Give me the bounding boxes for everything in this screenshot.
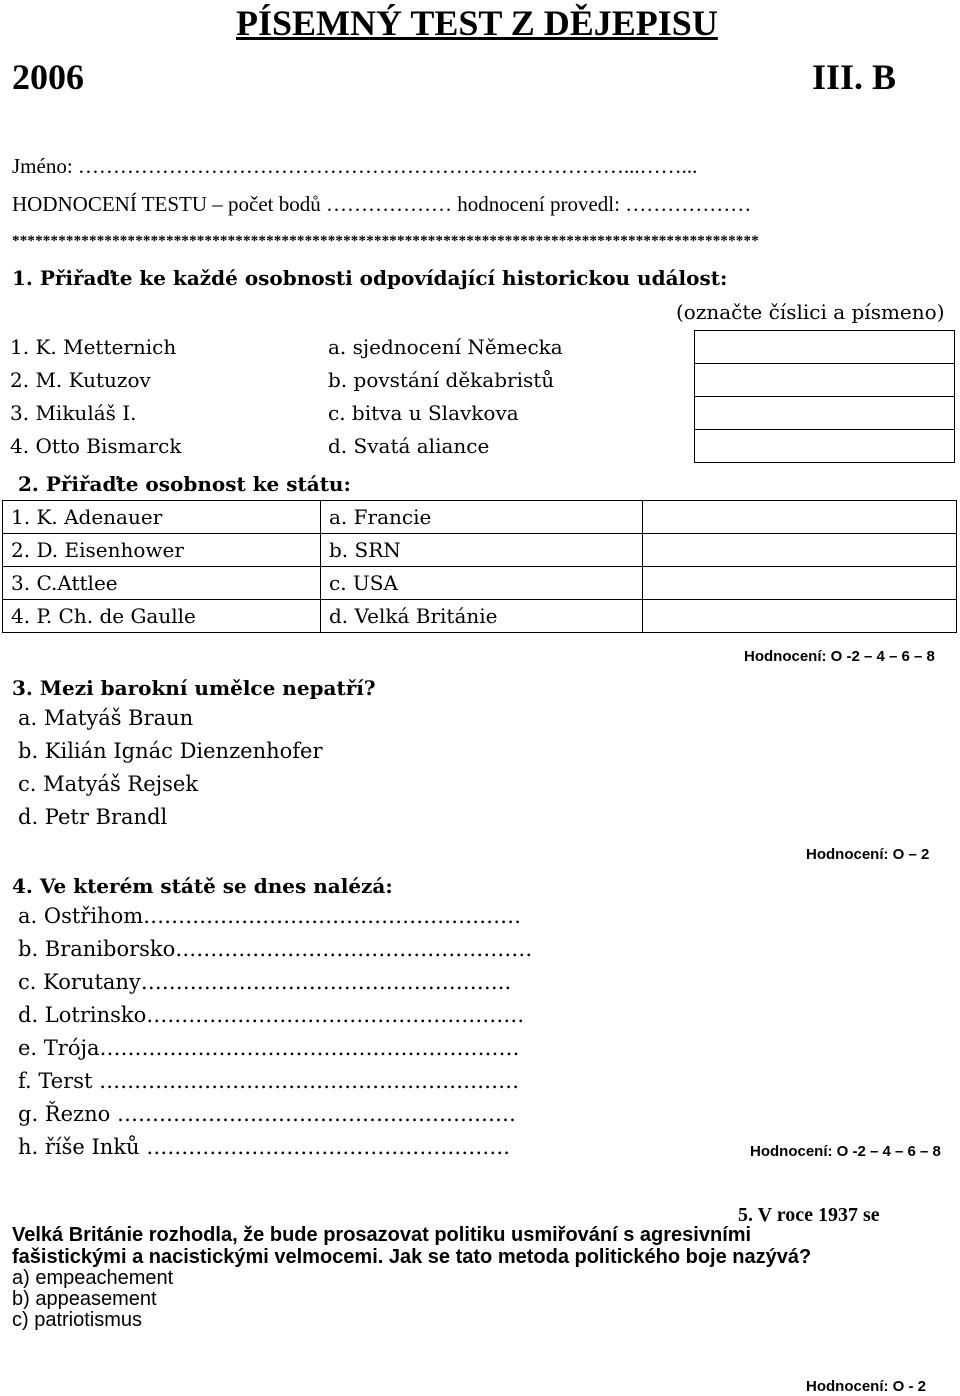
q2-score: Hodnocení: O -2 – 4 – 6 – 8	[744, 648, 935, 665]
q2-person: 4. P. Ch. de Gaulle	[3, 600, 321, 633]
q1-event: a. sjednocení Německa	[328, 335, 563, 359]
q1-table	[2, 330, 955, 463]
table-row	[3, 600, 957, 633]
q5-number: 5. V roce 1937 se	[738, 1204, 880, 1226]
q2-answer-cell[interactable]	[643, 600, 957, 633]
q1-answer-cell[interactable]	[694, 331, 954, 364]
grading-line: HODNOCENÍ TESTU – počet bodů ……………… hodnocení provedl: ………………	[12, 192, 752, 216]
q4-option: f. Terst ……………………………………………………	[18, 1069, 520, 1093]
table-row	[3, 501, 957, 534]
q2-answer-cell[interactable]	[643, 567, 957, 600]
q2-state: c. USA	[321, 567, 643, 600]
table-row	[3, 567, 957, 600]
q4-option: b. Braniborsko……………………………………………	[18, 937, 533, 961]
q4-title: 4. Ve kterém státě se dnes nalézá:	[12, 874, 393, 898]
q3-title: 3. Mezi barokní umělce nepatří?	[12, 676, 376, 700]
table-row	[2, 430, 954, 463]
q4-option: a. Ostřihom………………………………………………	[18, 904, 522, 928]
q1-event: d. Svatá aliance	[328, 434, 490, 458]
q2-answer-cell[interactable]	[643, 534, 957, 567]
q4-option: d. Lotrinsko………………………………………………	[18, 1003, 525, 1027]
q2-title: 2. Přiřaďte osobnost ke státu:	[18, 472, 351, 496]
q1-person: 4. Otto Bismarck	[10, 434, 182, 458]
q1-answer-cell[interactable]	[694, 364, 954, 397]
q1-person: 2. M. Kutuzov	[10, 368, 151, 392]
year: 2006	[12, 57, 84, 97]
q1-hint: (označte číslici a písmeno)	[676, 300, 945, 324]
q1-event: c. bitva u Slavkova	[328, 401, 519, 425]
q2-answer-cell[interactable]	[643, 501, 957, 534]
q3-score: Hodnocení: O – 2	[806, 846, 930, 863]
q4-option: e. Trója……………………………………………………	[18, 1036, 520, 1060]
q1-person: 3. Mikuláš I.	[10, 401, 137, 425]
q3-option: b. Kilián Ignác Dienzenhofer	[18, 739, 323, 763]
q2-state: d. Velká Británie	[321, 600, 643, 633]
table-row	[2, 397, 954, 430]
table-row	[2, 364, 954, 397]
q4-score: Hodnocení: O -2 – 4 – 6 – 8	[750, 1143, 941, 1160]
q5-text-line1: Velká Británie rozhodla, že bude prosazovat politiku usmiřování s agresivními	[12, 1224, 752, 1246]
q1-answer-cell[interactable]	[694, 397, 954, 430]
q5-option: a) empeachement	[12, 1267, 174, 1289]
q1-title: 1. Přiřaďte ke každé osobnosti odpovídající historickou událost:	[12, 266, 728, 290]
table-row	[3, 534, 957, 567]
q4-option: c. Korutany……………………………………………..	[18, 970, 512, 994]
q5-score: Hodnocení: O - 2	[806, 1378, 926, 1395]
q2-person: 1. K. Adenauer	[3, 501, 321, 534]
q5-option: c) patriotismus	[12, 1309, 143, 1331]
q2-person: 2. D. Eisenhower	[3, 534, 321, 567]
q4-option: g. Řezno …………………………………………………	[18, 1102, 516, 1126]
q2-state: b. SRN	[321, 534, 643, 567]
q3-option: c. Matyáš Rejsek	[18, 772, 199, 796]
q4-option: h. říše Inků …………………………………………….	[18, 1135, 510, 1159]
q2-table	[2, 500, 957, 633]
table-row	[2, 331, 954, 364]
page-title: PÍSEMNÝ TEST Z DĚJEPISU	[236, 3, 718, 43]
q3-option: a. Matyáš Braun	[18, 706, 194, 730]
separator-stars: *************************************************************************************************	[12, 233, 759, 249]
q1-person: 1. K. Metternich	[10, 335, 177, 359]
name-line: Jméno: ……………………………………………………………………...……...	[12, 154, 698, 178]
class-label: III. B	[812, 57, 897, 97]
q3-option: d. Petr Brandl	[18, 805, 168, 829]
q5-option: b) appeasement	[12, 1288, 157, 1310]
q5-text-line2: fašistickými a nacistickými velmocemi. Jak se tato metoda politického boje nazývá?	[12, 1246, 812, 1268]
q2-person: 3. C.Attlee	[3, 567, 321, 600]
q1-event: b. povstání děkabristů	[328, 368, 555, 392]
q2-state: a. Francie	[321, 501, 643, 534]
q1-answer-cell[interactable]	[694, 430, 954, 463]
